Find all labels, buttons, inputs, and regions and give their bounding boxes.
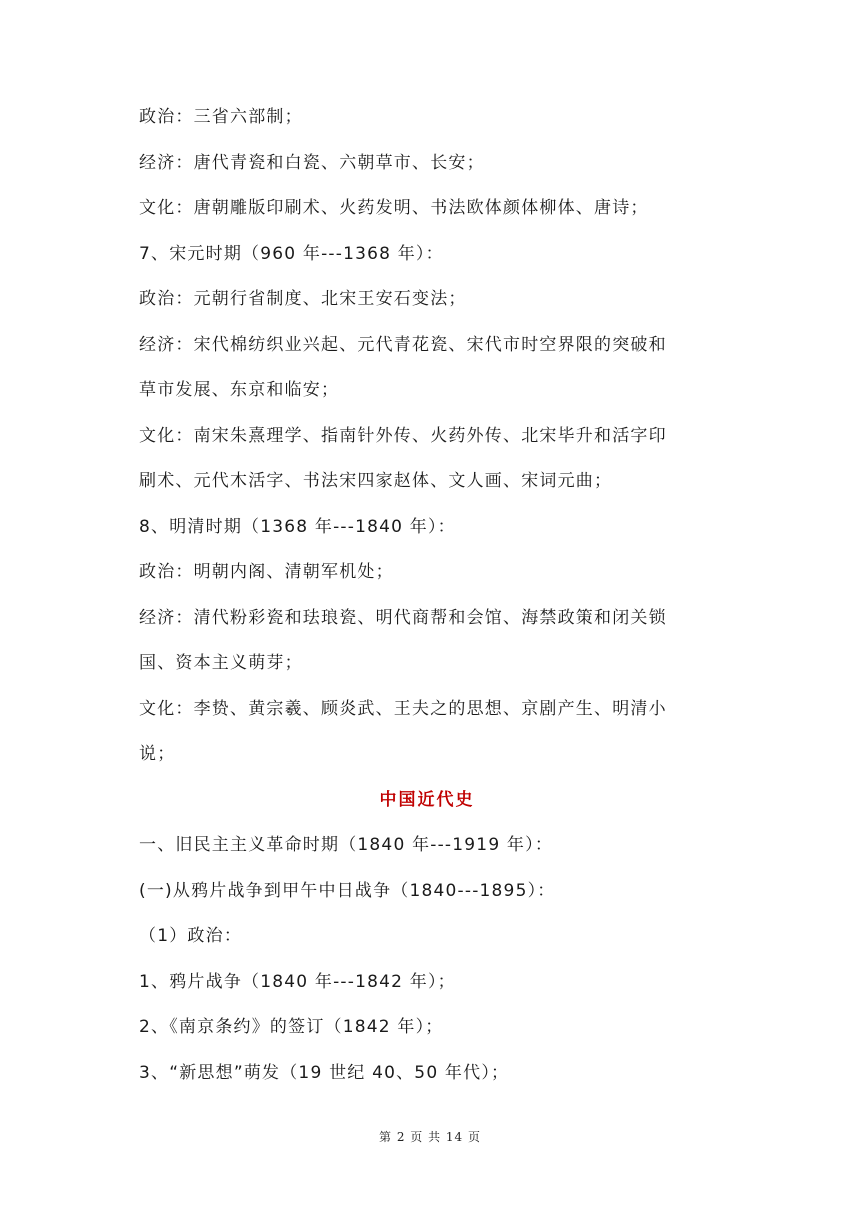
text-line: 经济：清代粉彩瓷和珐琅瓷、明代商帮和会馆、海禁政策和闭关锁 [139,607,667,628]
text-line: 国、资本主义萌芽； [139,653,303,673]
text-line: 7、宋元时期（960 年---1368 年）： [139,243,444,264]
text-line: 一、旧民主主义革命时期（1840 年---1919 年）： [139,835,554,855]
text-line: 文化：南宋朱熹理学、指南针外传、火药外传、北宋毕升和活字印 [139,425,667,446]
text-line: 8、明清时期（1368 年---1840 年）： [139,516,456,537]
text-line: 刷术、元代木活字、书法宋四家赵体、文人画、宋词元曲； [139,471,613,491]
text-line: （1）政治： [139,926,243,946]
text-line: 说； [139,744,176,764]
text-line: 政治：三省六部制； [139,107,303,127]
document-body [139,106,739,1107]
text-line: 文化：唐朝雕版印刷术、火药发明、书法欧体颜体柳体、唐诗； [139,198,649,218]
text-line: 2、《南京条约》的签订（1842 年）； [139,1017,444,1037]
text-line: 经济：唐代青瓷和白瓷、六朝草市、长安； [139,152,485,173]
text-line: 文化：李贽、黄宗羲、顾炎武、王夫之的思想、京剧产生、明清小 [139,698,667,719]
text-line: 1、鸦片战争（1840 年---1842 年）； [139,971,456,992]
text-line: 草市发展、东京和临安； [139,380,340,400]
text-line: 3、“新思想”萌发（19 世纪 40、50 年代）； [139,1062,510,1083]
text-line: 政治：明朝内阁、清朝军机处； [139,562,394,582]
section-title: 中国近代史 [379,789,475,810]
text-line: 经济：宋代棉纺织业兴起、元代青花瓷、宋代市时空界限的突破和 [139,334,667,355]
text-line: 政治：元朝行省制度、北宋王安石变法； [139,289,467,309]
text-line: (一)从鸦片战争到甲午中日战争（1840---1895）： [139,880,556,901]
page-footer: 第 2 页 共 14 页 [379,1130,481,1144]
